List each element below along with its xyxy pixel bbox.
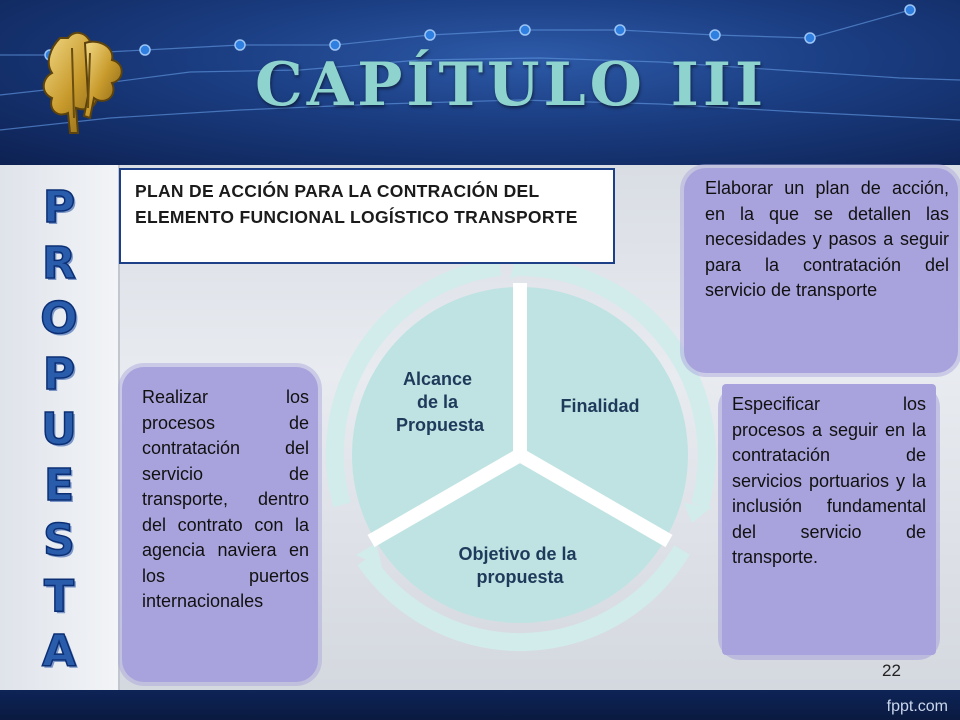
footer-bar: [0, 690, 960, 720]
vertical-letter: R: [42, 237, 76, 289]
vertical-letter: O: [40, 293, 78, 344]
oak-leaf-emblem-icon: [30, 18, 130, 138]
vertical-letter: P: [42, 182, 76, 233]
vertical-letter: P: [42, 348, 76, 400]
cycle-diagram: [320, 255, 720, 655]
brand-watermark: fppt.com: [886, 698, 948, 715]
plan-title-box: PLAN DE ACCIÓN PARA LA CONTRACIÓN DEL ELEMENTO FUNCIONAL LOGÍSTICO TRANSPORTE: [119, 168, 615, 264]
vertical-letter: A: [41, 626, 77, 677]
right-bottom-note-box: Especificar los procesos a seguir en la contratación de servicios portuarios y la inclusión fundamental del servicio de transporte.: [722, 384, 936, 655]
vertical-word-propuesta: [0, 180, 118, 680]
page-number: 22: [882, 661, 901, 680]
segment-label-finalidad: Finalidad: [560, 396, 640, 416]
vertical-letter: S: [43, 515, 75, 566]
page-title: CAPÍTULO III: [255, 50, 768, 120]
segment-label-alcance: Alcance de la Propuesta: [395, 369, 485, 435]
segment-label-objetivo: Objetivo de la propuesta: [458, 544, 577, 587]
header-banner: [0, 0, 960, 165]
right-top-note-bubble: Elaborar un plan de acción, en la que se detallen las necesidades y pasos a seguir para la contratación del servicio de transporte: [684, 168, 958, 373]
vertical-letter: U: [41, 404, 77, 455]
vertical-letter: T: [43, 570, 74, 622]
left-note-bubble: Realizar los procesos de contratación del servicio de transporte, dentro del contrato con la agencia naviera en los puertos internacionales: [122, 367, 318, 682]
vertical-letter: E: [43, 459, 75, 511]
